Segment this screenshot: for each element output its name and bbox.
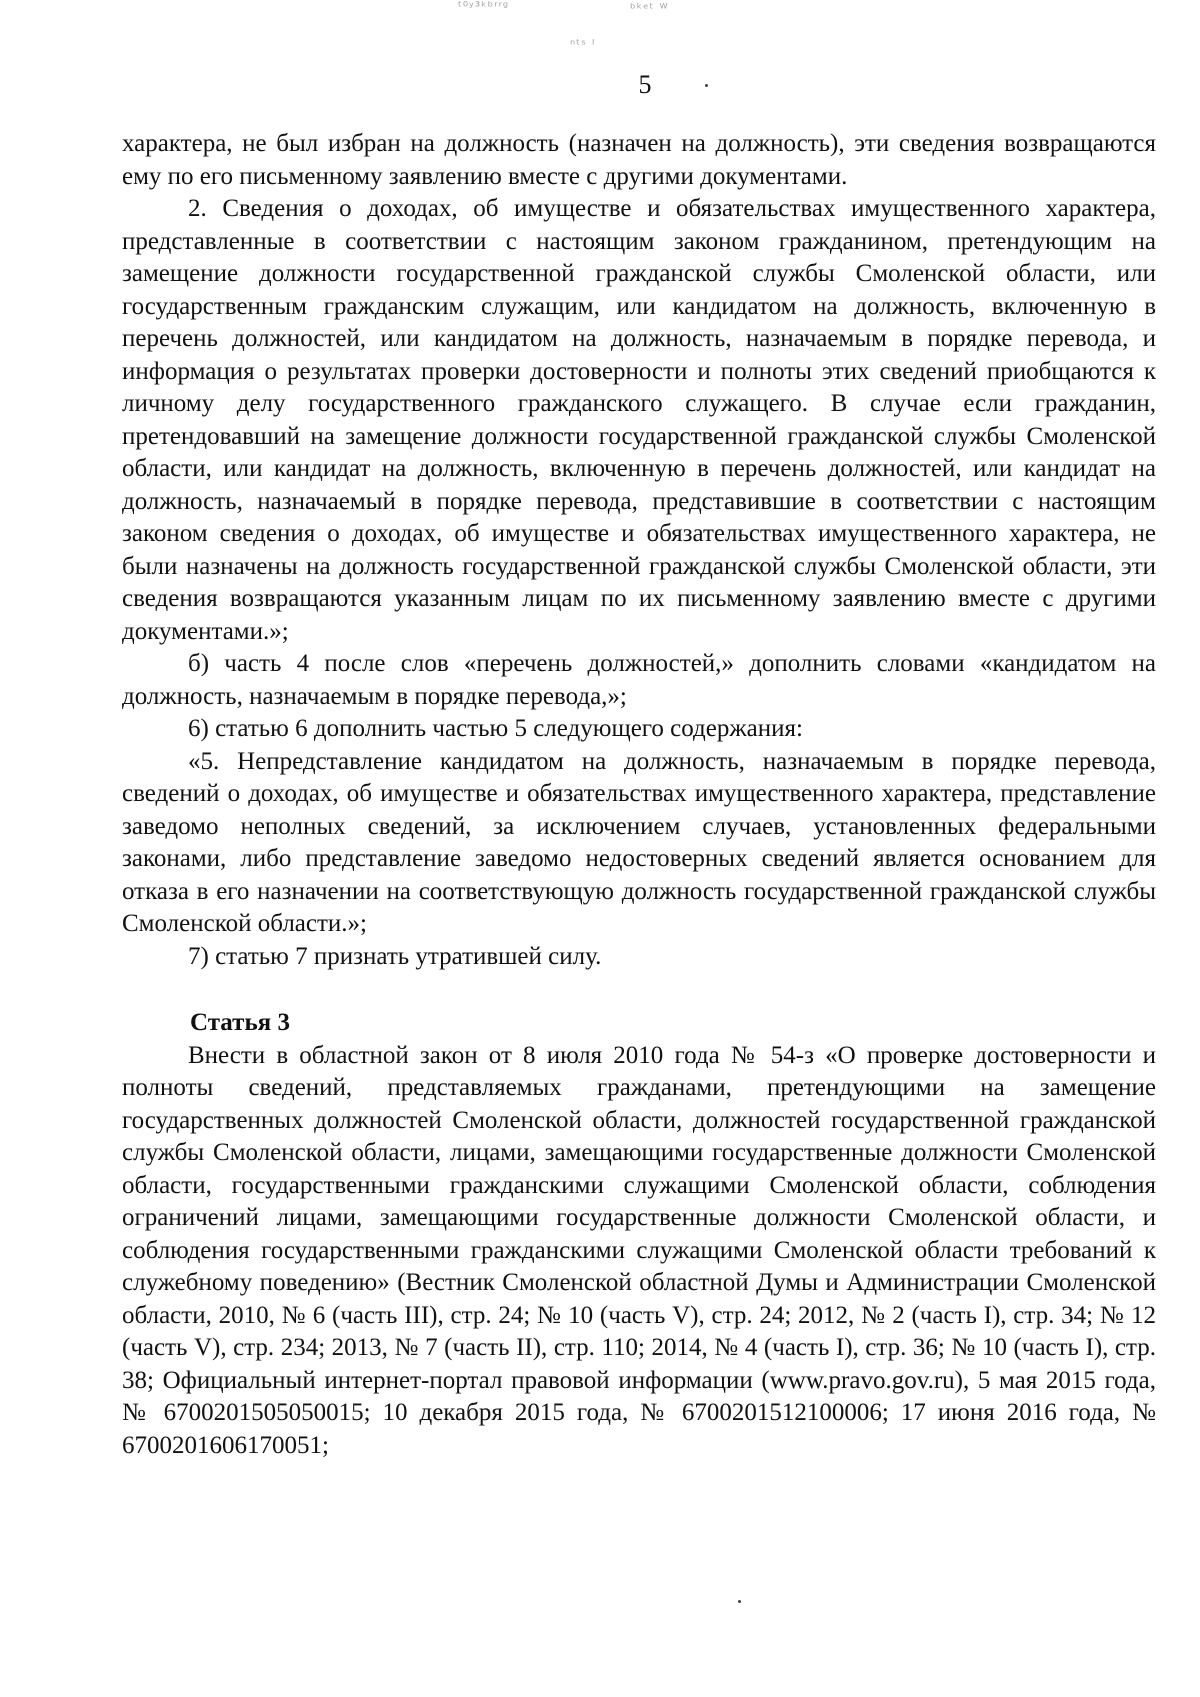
- paragraph-subitem-7: 7) статью 7 признать утратившей силу.: [188, 942, 602, 970]
- paragraph-article-3: Внести в областной закон от 8 июля 2010 года № 54-з «О проверке достоверности и полноты сведений, представляемых гражданами, претендующими на замещение государственных должностей Смоленской области, должностей государственной гражданской службы Смоленской области, лицами, замещающими государственные должности Смоленской области, государственными гражданскими служащими Смоленской области, соблюдения ограничений лицами, замещающими государственные должности Смоленской области, и соблюдения государственными гражданскими служащими Смоленской области требований к служебному поведению» (Вестник Смоленской областной Думы и Администрации Смоленской области, 2010, № 6 (часть III), стр. 24; № 10 (часть V), стр. 24; 2012, № 2 (часть I), стр. 34; № 12 (часть V), стр. 234; 2013, № 7 (часть II), стр. 110; 2014, № 4 (часть I), стр. 36; № 10 (часть I), стр. 38; Официальный интернет-портал правовой информации (www.pravo.gov.ru), 5 мая 2015 года, № 6700201505050015; 10 декабря 2015 года, № 6700201512100006; 17 июня 2016 года, № 6700201606170051;: [122, 1041, 1156, 1459]
- paragraph-subitem-b: б) часть 4 после слов «перечень должностей,» дополнить словами «кандидатом на должность, назначаемым в порядке перевода,»;: [122, 650, 1156, 710]
- scan-artifact-top-right: ᵇᵏᵉᵗ ᵂ: [630, 2, 669, 17]
- paragraph-quoted-part-5: «5. Непредставление кандидатом на должность, назначаемым в порядке перевода, сведений о доходах, об имуществе и обязательствах имущественного характера, представление заведомо неполных сведений, за исключением случаев, установленных федеральными законами, либо представление заведомо недостоверных сведений является основанием для отказа в его назначении на соответствующую должность государственной гражданской службы Смоленской области.»;: [122, 747, 1156, 937]
- document-body: [122, 128, 1156, 1462]
- paragraph-item-2: 2. Сведения о доходах, об имуществе и обязательствах имущественного характера, представленные в соответствии с настоящим законом гражданином, претендующим на замещение должности государственной гражданской службы Смоленской области, или государственным гражданским служащим, или кандидатом на должность, включенную в перечень должностей, или кандидатом на должность, назначаемым в порядке перевода, и информация о результатах проверки достоверности и полноты этих сведений приобщаются к личному делу государственного гражданского служащего. В случае если гражданин, претендовавший на замещение должности государственной гражданской службы Смоленской области, или кандидат на должность, включенную в перечень должностей, или кандидат на должность, назначаемый в порядке перевода, представившие в соответствии с настоящим законом сведения о доходах, об имуществе и обязательствах имущественного характера, не были назначены на должность государственной гражданской службы Смоленской области, эти сведения возвращаются указанным лицам по их письменному заявлению вместе с другими документами.»;: [122, 195, 1156, 645]
- scan-artifact-top-left: ᵗ⁰ʸ³ᵏᵇʳʳᵍ: [458, 0, 510, 15]
- paragraph-continuation: характера, не был избран на должность (назначен на должность), эти сведения возвращаются ему по его письменному заявлению вместе с другими документами.: [122, 130, 1156, 190]
- paragraph-subitem-6: 6) статью 6 дополнить частью 5 следующего содержания:: [188, 715, 803, 742]
- scan-speck: [738, 1600, 741, 1603]
- scan-artifact-center: ⁿᵗˢ ᴵ: [570, 38, 596, 53]
- article-heading: Статья 3: [190, 1009, 290, 1036]
- page-number: 5: [638, 70, 652, 99]
